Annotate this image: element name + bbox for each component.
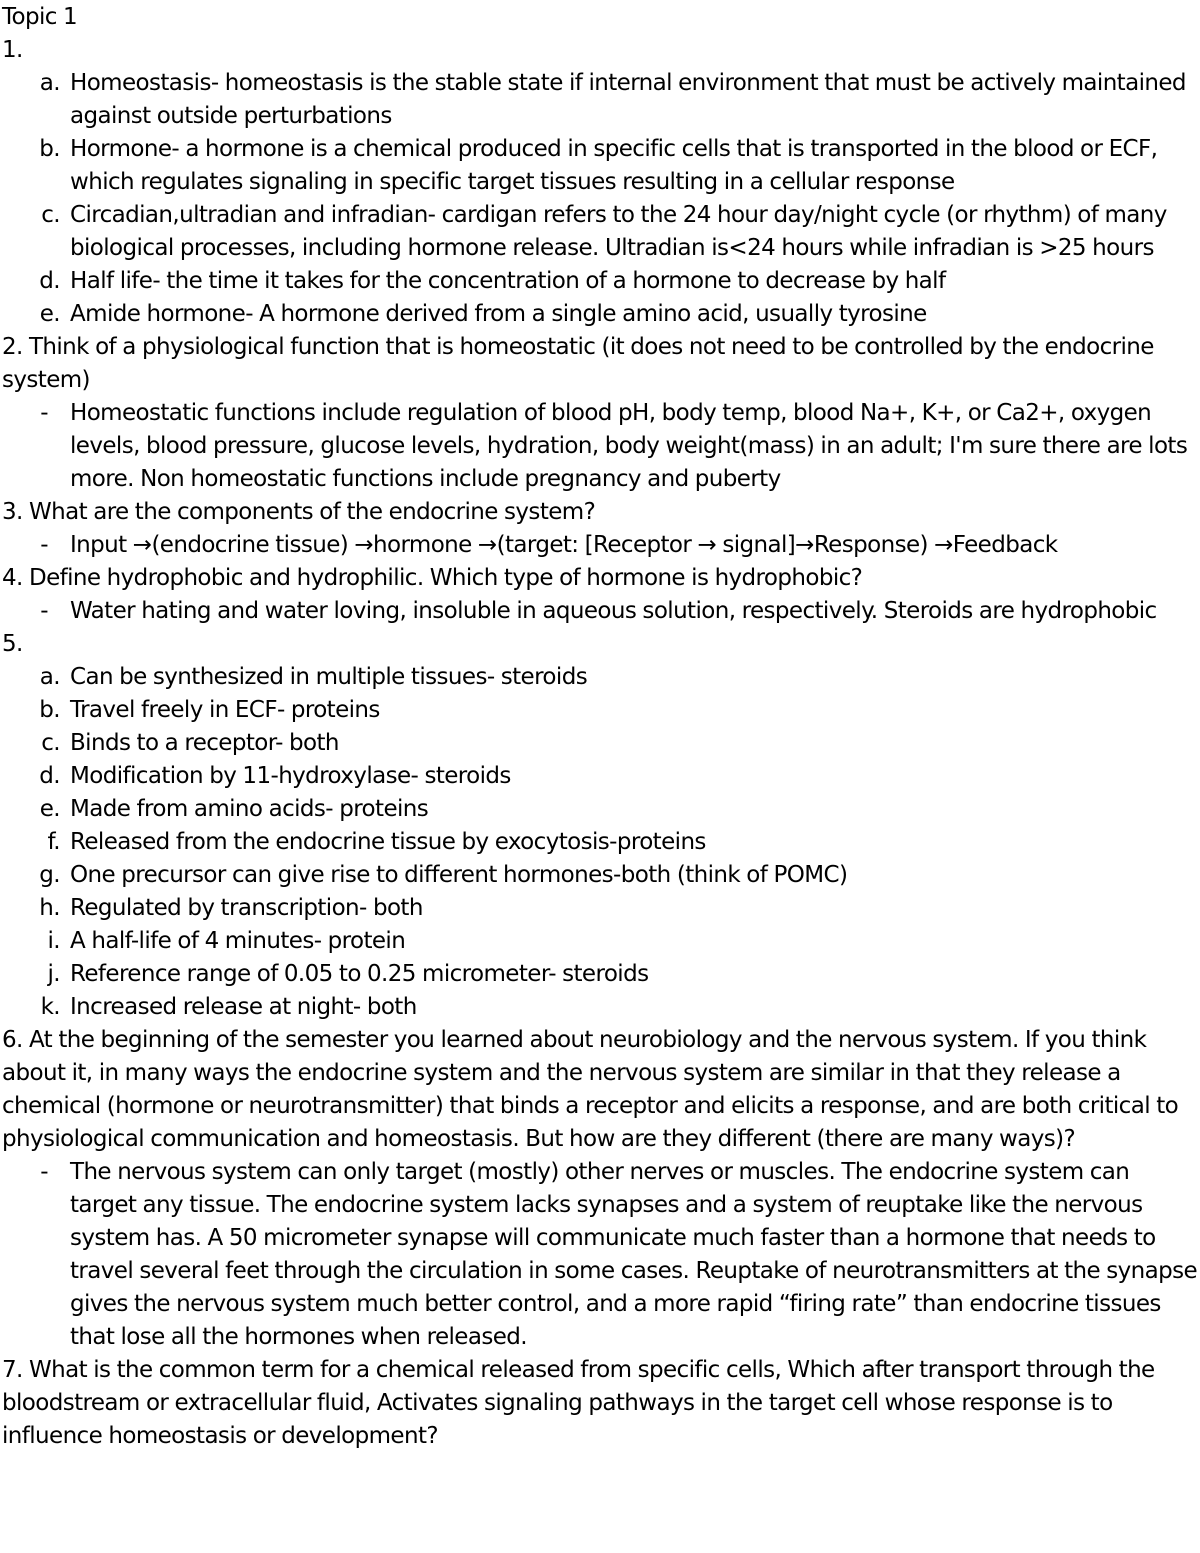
list-item	[0, 958, 1200, 991]
list-item-text: Half life- the time it takes for the concentration of a hormone to decrease by half	[70, 268, 946, 294]
list-item-text: A half-life of 4 minutes- protein	[70, 928, 406, 954]
list-item	[0, 826, 1200, 859]
list-marker: a.	[39, 70, 60, 96]
list-item	[0, 925, 1200, 958]
list-item-text: Binds to a receptor- both	[70, 730, 339, 756]
list-marker: j.	[47, 961, 60, 987]
q4-question: 4. Define hydrophobic and hydrophilic. Which type of hormone is hydrophobic?	[2, 565, 863, 591]
q6-answer: The nervous system can only target (mostly) other nerves or muscles. The endocrine system can target any tissue. The endocrine system lacks synapses and a system of reuptake like the nervous system has. A 50 micrometer synapse will communicate much faster than a hormone that needs to travel several feet through the circulation in some cases. Reuptake of neurotransmitters at the synapse gives the nervous system much better control, and a more rapid “firing rate” than endocrine tissues that lose all the hormones when released.	[70, 1159, 1198, 1350]
list-item-text: Made from amino acids- proteins	[70, 796, 429, 822]
list-marker: i.	[47, 928, 60, 954]
dash-marker: -	[40, 400, 48, 426]
answer-item	[0, 595, 1200, 628]
list-item-text: Homeostasis- homeostasis is the stable state if internal environment that must be actively maintained against outside perturbations	[70, 70, 1186, 129]
list-item	[0, 793, 1200, 826]
q2-question: 2. Think of a physiological function that is homeostatic (it does not need to be controlled by the endocrine system)	[2, 334, 1154, 393]
list-item	[0, 991, 1200, 1024]
list-marker: c.	[41, 730, 60, 756]
q2-answer: Homeostatic functions include regulation of blood pH, body temp, blood Na+, K+, or Ca2+, oxygen levels, blood pressure, glucose levels, hydration, body weight(mass) in an adult; I'm sure there are lots more. Non homeostatic functions include pregnancy and puberty	[70, 400, 1188, 492]
list-marker: f.	[47, 829, 60, 855]
q4-answer: Water hating and water loving, insoluble in aqueous solution, respectively. Steroids are hydrophobic	[70, 598, 1157, 624]
list-marker: b.	[39, 136, 60, 162]
list-item-text: One precursor can give rise to different hormones-both (think of POMC)	[70, 862, 848, 888]
topic-heading: Topic 1	[2, 4, 78, 30]
answer-item	[0, 397, 1200, 496]
list-item-text: Increased release at night- both	[70, 994, 417, 1020]
list-item	[0, 892, 1200, 925]
answer-item	[0, 529, 1200, 562]
list-marker: g.	[39, 862, 60, 888]
list-marker: e.	[39, 796, 60, 822]
list-marker: h.	[39, 895, 60, 921]
dash-marker: -	[40, 598, 48, 624]
list-item	[0, 859, 1200, 892]
list-item	[0, 265, 1200, 298]
q5-number: 5.	[2, 631, 23, 657]
list-item	[0, 199, 1200, 265]
list-item	[0, 694, 1200, 727]
list-item-text: Modification by 11-hydroxylase- steroids	[70, 763, 511, 789]
list-marker: c.	[41, 202, 60, 228]
q3-answer: Input →(endocrine tissue) →hormone →(target: [Receptor → signal]→Response) →Feedback	[70, 532, 1058, 558]
list-marker: b.	[39, 697, 60, 723]
q1-number: 1.	[2, 37, 23, 63]
list-item-text: Amide hormone- A hormone derived from a single amino acid, usually tyrosine	[70, 301, 927, 327]
list-marker: e.	[39, 301, 60, 327]
q3-question: 3. What are the components of the endocrine system?	[2, 499, 596, 525]
answer-item	[0, 1156, 1200, 1354]
dash-marker: -	[40, 1159, 48, 1185]
q6-question: 6. At the beginning of the semester you learned about neurobiology and the nervous system. If you think about it, in many ways the endocrine system and the nervous system are similar in that they release a chemical (hormone or neurotransmitter) that binds a receptor and elicits a response, and are both critical to physiological communication and homeostasis. But how are they different (there are many ways)?	[2, 1027, 1179, 1152]
list-item	[0, 661, 1200, 694]
q7-question: 7. What is the common term for a chemical released from specific cells, Which after transport through the bloodstream or extracellular fluid, Activates signaling pathways in the target cell whose response is to influence homeostasis or development?	[2, 1357, 1155, 1449]
list-item	[0, 727, 1200, 760]
list-marker: d.	[39, 268, 60, 294]
list-item-text: Reference range of 0.05 to 0.25 micrometer- steroids	[70, 961, 649, 987]
list-item-text: Released from the endocrine tissue by exocytosis-proteins	[70, 829, 706, 855]
list-item-text: Hormone- a hormone is a chemical produced in specific cells that is transported in the blood or ECF, which regulates signaling in specific target tissues resulting in a cellular response	[70, 136, 1158, 195]
list-item-text: Can be synthesized in multiple tissues- steroids	[70, 664, 588, 690]
list-marker: a.	[39, 664, 60, 690]
dash-marker: -	[40, 532, 48, 558]
list-item-text: Circadian,ultradian and infradian- cardigan refers to the 24 hour day/night cycle (or rhythm) of many biological processes, including hormone release. Ultradian is<24 hours while infradian is >25 hours	[70, 202, 1167, 261]
list-item-text: Travel freely in ECF- proteins	[70, 697, 380, 723]
list-item	[0, 760, 1200, 793]
list-item	[0, 133, 1200, 199]
list-item	[0, 67, 1200, 133]
list-marker: d.	[39, 763, 60, 789]
list-marker: k.	[40, 994, 60, 1020]
list-item	[0, 298, 1200, 331]
list-item-text: Regulated by transcription- both	[70, 895, 423, 921]
